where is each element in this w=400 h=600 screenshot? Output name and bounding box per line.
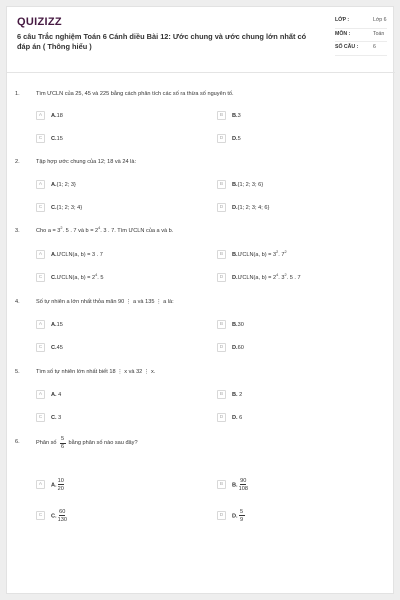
option-c[interactable] [36, 342, 63, 353]
option-a[interactable] [36, 389, 61, 400]
fraction: $\frac{5}{9}$ [240, 508, 244, 523]
option-a[interactable] [36, 249, 103, 260]
option-letter-box: A [36, 111, 45, 120]
document-page [6, 6, 394, 594]
question-text: Phân số $\frac{5}{6}$ bằng phân số nào sau đây? [36, 436, 138, 450]
option-c[interactable] [36, 133, 63, 144]
quizizz-logo: QUIZIZZ [17, 16, 62, 28]
question-text: Tìm số tự nhiên lớn nhất biết 18 ⋮ x và 32 ⋮ x. [36, 369, 156, 375]
fraction: $\frac{5}{6}$ [60, 436, 65, 450]
option-letter-box: A [36, 390, 45, 399]
option-letter-box: C [36, 134, 45, 143]
option-d[interactable] [217, 342, 244, 353]
meta-value: 6 [373, 44, 376, 50]
option-text: D. 6 [232, 414, 243, 421]
question-text: Tìm ƯCLN của 25, 45 và 225 bằng cách phân tích các số ra thừa số nguyên tố. [36, 91, 234, 97]
option-letter-box: B [217, 320, 226, 329]
option-d[interactable] [217, 133, 241, 144]
document-header [7, 7, 395, 73]
option-letter-box: A [36, 250, 45, 259]
question-number: 1. [15, 91, 20, 97]
question-text: Số tự nhiên a lớn nhất thỏa mãn 90 ⋮ a và 135 ⋮ a là: [36, 299, 174, 305]
fraction: $\frac{10}{20}$ [57, 477, 64, 492]
option-c[interactable] [36, 510, 67, 521]
option-text: D.ƯCLN(a, $b) = 2^4$. $3^2$. 5 . 7 [232, 272, 301, 281]
option-letter-box: C [36, 273, 45, 282]
option-text: A.{1; 2; 3} [51, 181, 76, 188]
document-title: 6 câu Trắc nghiệm Toán 6 Cánh diều Bài 12: Ước chung và ước chung lớn nhất có đáp án ( Thông hiểu ) [17, 32, 307, 51]
question-number: 2. [15, 159, 20, 165]
option-text: A. $\frac{10}{20}$ [51, 477, 64, 492]
option-letter-box: D [217, 343, 226, 352]
option-text: B.3 [232, 112, 241, 119]
option-letter-box: B [217, 111, 226, 120]
option-letter-box: B [217, 390, 226, 399]
option-a[interactable] [36, 179, 76, 190]
option-text: D.5 [232, 135, 241, 142]
meta-row-count [335, 42, 387, 56]
option-text: C.15 [51, 135, 63, 142]
option-letter-box: B [217, 250, 226, 259]
option-letter-box: C [36, 343, 45, 352]
option-letter-box: C [36, 511, 45, 520]
question-number: 5. [15, 369, 20, 375]
option-text: A.15 [51, 321, 63, 328]
option-text: B. $\frac{90}{108}$ [232, 477, 248, 492]
option-a[interactable] [36, 319, 63, 330]
meta-row-class [335, 15, 387, 29]
question-text: Tập hợp ước chung của 12; 18 và 24 là: [36, 159, 137, 165]
option-d[interactable] [217, 272, 301, 283]
meta-key: SỐ CÂU : [335, 44, 359, 50]
option-a[interactable] [36, 479, 64, 490]
option-text: C.{1; 2; 3; 4} [51, 204, 83, 211]
option-text: D.60 [232, 344, 244, 351]
option-letter-box: B [217, 480, 226, 489]
option-text: B.30 [232, 321, 244, 328]
option-text: A.18 [51, 112, 63, 119]
option-text: D.{1; 2; 3; 4; 6} [232, 204, 270, 211]
option-text: B.ƯCLN(a, $b) = 3^2$. $7^2$ [232, 249, 287, 258]
option-text: C.ƯCLN(a, $b) = 2^4$. 5 [51, 272, 104, 281]
option-c[interactable] [36, 202, 82, 213]
option-text: C. 3 [51, 414, 62, 421]
option-text: B. 2 [232, 391, 243, 398]
option-text: A. 4 [51, 391, 62, 398]
option-d[interactable] [217, 510, 245, 521]
option-b[interactable] [217, 389, 242, 400]
option-text: A.ƯCLN(a, b) = 3 . 7 [51, 251, 103, 258]
option-letter-box: C [36, 413, 45, 422]
option-letter-box: D [217, 413, 226, 422]
option-b[interactable] [217, 179, 263, 190]
option-b[interactable] [217, 110, 241, 121]
option-letter-box: A [36, 480, 45, 489]
option-d[interactable] [217, 202, 269, 213]
meta-row-subject [335, 29, 387, 43]
question-number: 3. [15, 228, 20, 234]
question-text: Cho $a = 3^2$. 5 . 7 và $b = 2^4$. 3 . 7. Tìm ƯCLN của a và b. [36, 226, 174, 234]
option-b[interactable] [217, 249, 287, 260]
option-letter-box: B [217, 180, 226, 189]
option-d[interactable] [217, 412, 242, 423]
option-text: D. $\frac{5}{9}$ [232, 508, 244, 523]
option-letter-box: D [217, 134, 226, 143]
option-text: C. $\frac{60}{130}$ [51, 508, 67, 523]
option-a[interactable] [36, 110, 63, 121]
option-b[interactable] [217, 319, 244, 330]
option-c[interactable] [36, 412, 61, 423]
meta-table [335, 15, 387, 56]
option-letter-box: D [217, 203, 226, 212]
option-letter-box: A [36, 320, 45, 329]
meta-key: LỚP : [335, 17, 350, 23]
meta-value: Lớp 6 [373, 17, 387, 23]
option-letter-box: A [36, 180, 45, 189]
option-letter-box: D [217, 273, 226, 282]
option-text: B.{1; 2; 3; 6} [232, 181, 264, 188]
meta-value: Toán [373, 30, 385, 37]
fraction: $\frac{60}{130}$ [57, 508, 67, 523]
option-letter-box: C [36, 203, 45, 212]
option-c[interactable] [36, 272, 103, 283]
meta-key: MÔN : [335, 30, 351, 37]
question-number: 4. [15, 299, 20, 305]
option-text: C.45 [51, 344, 63, 351]
option-b[interactable] [217, 479, 248, 490]
option-letter-box: D [217, 511, 226, 520]
fraction: $\frac{90}{108}$ [238, 477, 248, 492]
question-number: 6. [15, 439, 20, 445]
